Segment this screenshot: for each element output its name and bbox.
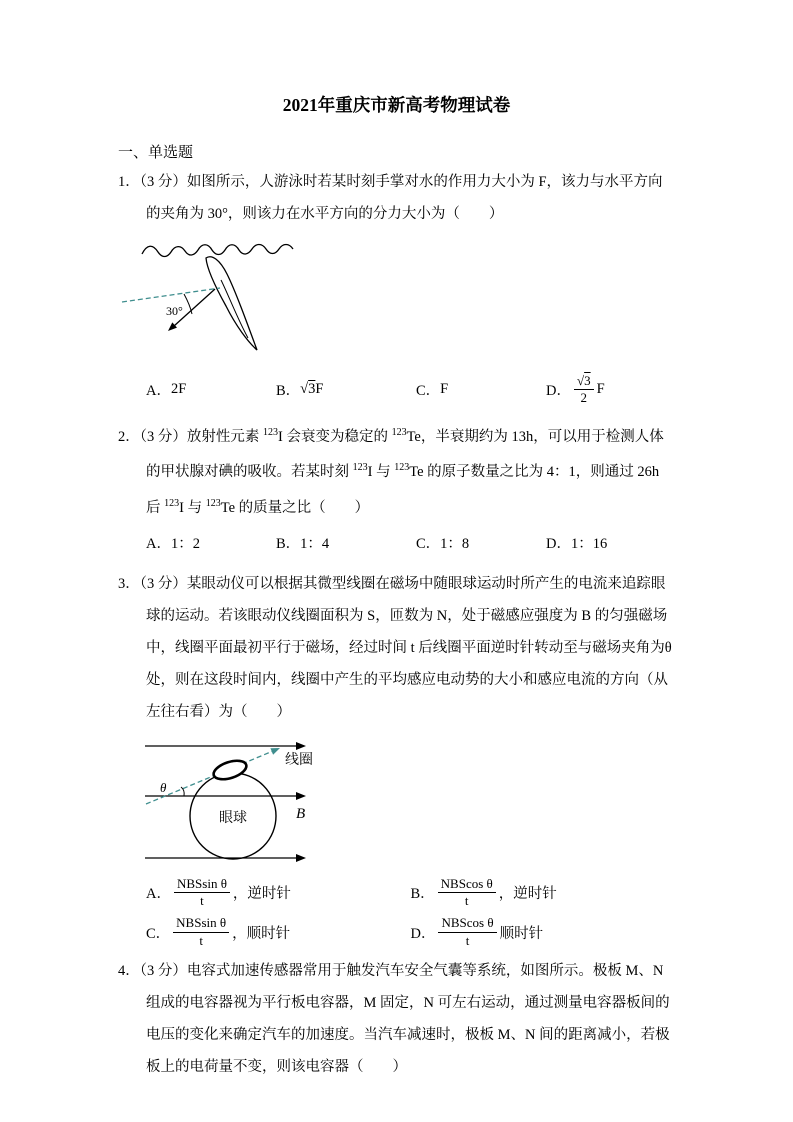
option-suffix: F: [315, 381, 324, 398]
eye-label: 眼球: [219, 810, 247, 826]
option-label: D．: [410, 925, 436, 942]
fraction-denominator: t: [199, 932, 203, 948]
stem-text: Te 的质量之比（ ）: [220, 499, 370, 516]
isotope-superscript: 123: [352, 462, 368, 474]
q2-stem: [118, 417, 675, 524]
fraction: [574, 373, 594, 407]
isotope-superscript: 123: [394, 462, 410, 474]
theta-label: θ: [160, 779, 167, 795]
fraction-numerator: NBSsin θ: [174, 876, 230, 893]
isotope-superscript: 123: [263, 426, 278, 438]
q1-options: [118, 373, 675, 407]
stem-text: Te，半衰期约为 13h，可以用于检测人体的甲状腺对碘的吸收。若某时刻: [146, 428, 664, 481]
isotope-superscript: 123: [205, 498, 221, 510]
q1-figure: [120, 238, 675, 369]
option-label: B．: [276, 383, 301, 400]
q3-option-b: [411, 876, 676, 910]
option-direction: ，顺时针: [232, 925, 291, 942]
option-label: D．: [546, 383, 571, 400]
stem-text: 2．（3 分）放射性元素: [118, 428, 263, 445]
option-value: 1：8: [440, 536, 470, 553]
option-label: D．: [546, 536, 571, 553]
q1-option-c: [416, 379, 546, 400]
angle-label: 30°: [166, 304, 183, 318]
q2-option-c: [416, 532, 546, 553]
fraction-numerator: NBScos θ: [438, 876, 496, 893]
q2-option-b: [276, 532, 416, 553]
option-label: B．: [410, 886, 435, 903]
q1-option-a: [146, 379, 276, 400]
horizontal-dashed-line: [122, 288, 220, 302]
field-b-label: B: [296, 805, 306, 822]
isotope-superscript: 123: [391, 426, 407, 438]
option-value: 1：16: [570, 536, 608, 553]
option-label: C．: [416, 536, 441, 553]
sqrt-radicand: 3: [584, 373, 591, 388]
q2-option-d: [546, 532, 607, 553]
angle-arc: [184, 294, 192, 314]
option-label: C．: [416, 383, 441, 400]
page-title: 2021年重庆市新高考物理试卷: [282, 95, 511, 115]
option-label: A．: [146, 886, 171, 903]
fraction-denominator: t: [465, 932, 470, 948]
option-suffix: F: [596, 381, 605, 398]
eye-tracker-figure: [140, 734, 325, 869]
stem-text: I 会衰变为稳定的: [278, 428, 392, 445]
fraction: [173, 915, 229, 949]
coil-label: 线圈: [285, 752, 313, 768]
q1-option-b: [276, 379, 416, 400]
q3-options-row-1: [118, 876, 675, 910]
stem-text: I 与: [367, 464, 395, 481]
q3-options-row-2: [118, 915, 675, 949]
option-direction: ，逆时针: [232, 886, 291, 903]
q1-option-d: [546, 373, 605, 407]
fraction: [438, 876, 496, 910]
option-value: F: [440, 381, 449, 398]
sqrt-radicand: 3: [308, 381, 316, 398]
option-label: A．: [146, 536, 171, 553]
option-label: B．: [276, 536, 301, 553]
field-arrow-bottom: [296, 854, 306, 862]
q3-option-a: [146, 876, 411, 910]
fraction-numerator: NBScos θ: [438, 915, 496, 932]
q3-stem: 3．（3 分）某眼动仪可以根据其微型线圈在磁场中随眼球运动时所产生的电流来追踪眼球的运动。若该眼动仪线圈面积为 S，匝数为 N，处于磁感应强度为 B 的匀强磁场中，线圈平面最初平行于磁场，经过时间 t 后线圈平面逆时针转动至与磁场夹角为θ处，则在这段时间内，线圈中产生的平均感应电动势的大小和感应电流的方向（从左往右看）为（ ）: [118, 575, 672, 720]
field-arrow-top: [296, 742, 306, 750]
q1-stem: 1．（3 分）如图所示，人游泳时若某时刻手掌对水的作用力大小为 F，该力与水平方向的夹角为 30°，则该力在水平方向的分力大小为（ ）: [118, 174, 663, 222]
fraction: [174, 876, 230, 910]
coil-dashed-arrow-head: [270, 748, 280, 755]
water-wave: [142, 245, 293, 257]
isotope-superscript: 123: [164, 498, 180, 510]
option-direction: ，逆时针: [498, 886, 557, 903]
coil-ellipse: [211, 757, 248, 783]
stem-text: Te 的原子数量之比为 4：1，则通过 26h 后: [146, 464, 660, 516]
fraction-numerator: [574, 373, 594, 390]
option-label: A．: [146, 383, 171, 400]
fraction-denominator: t: [200, 893, 204, 909]
q2-options: [118, 528, 675, 558]
q3-option-c: [146, 915, 411, 949]
q3-figure: [140, 734, 675, 874]
option-value: 1：2: [170, 536, 200, 553]
option-value: 1：4: [300, 536, 330, 553]
fraction: [438, 915, 496, 949]
swimmer-thumb-line: [221, 280, 248, 338]
field-arrow-middle: [296, 792, 306, 800]
q4-stem: 4．（3 分）电容式加速传感器常用于触发汽车安全气囊等系统，如图所示。极板 M、N 组成的电容器视为平行板电容器，M 固定，N 可左右运动，通过测量电容器板间的电压的变化来确定汽车的加速度。当汽车减速时，极板 M、N 间的距离减小，若极板上的电荷量不变，则该电容器（ ）: [118, 962, 670, 1075]
q3-option-d: [411, 915, 676, 949]
fraction-denominator: 2: [580, 390, 588, 406]
sqrt-expression: [300, 381, 315, 398]
section-heading: 一、单选题: [118, 145, 194, 161]
q2-option-a: [146, 532, 276, 553]
sqrt-sign: √: [300, 381, 309, 398]
option-value: 2F: [170, 381, 187, 398]
fraction-denominator: t: [464, 893, 469, 909]
option-direction: 顺时针: [499, 925, 544, 942]
stem-text: I 与: [179, 499, 206, 516]
swimmer-figure: [120, 238, 315, 364]
sqrt-sign: √: [576, 373, 585, 388]
option-label: C．: [146, 925, 171, 942]
fraction-numerator: NBSsin θ: [173, 915, 229, 932]
